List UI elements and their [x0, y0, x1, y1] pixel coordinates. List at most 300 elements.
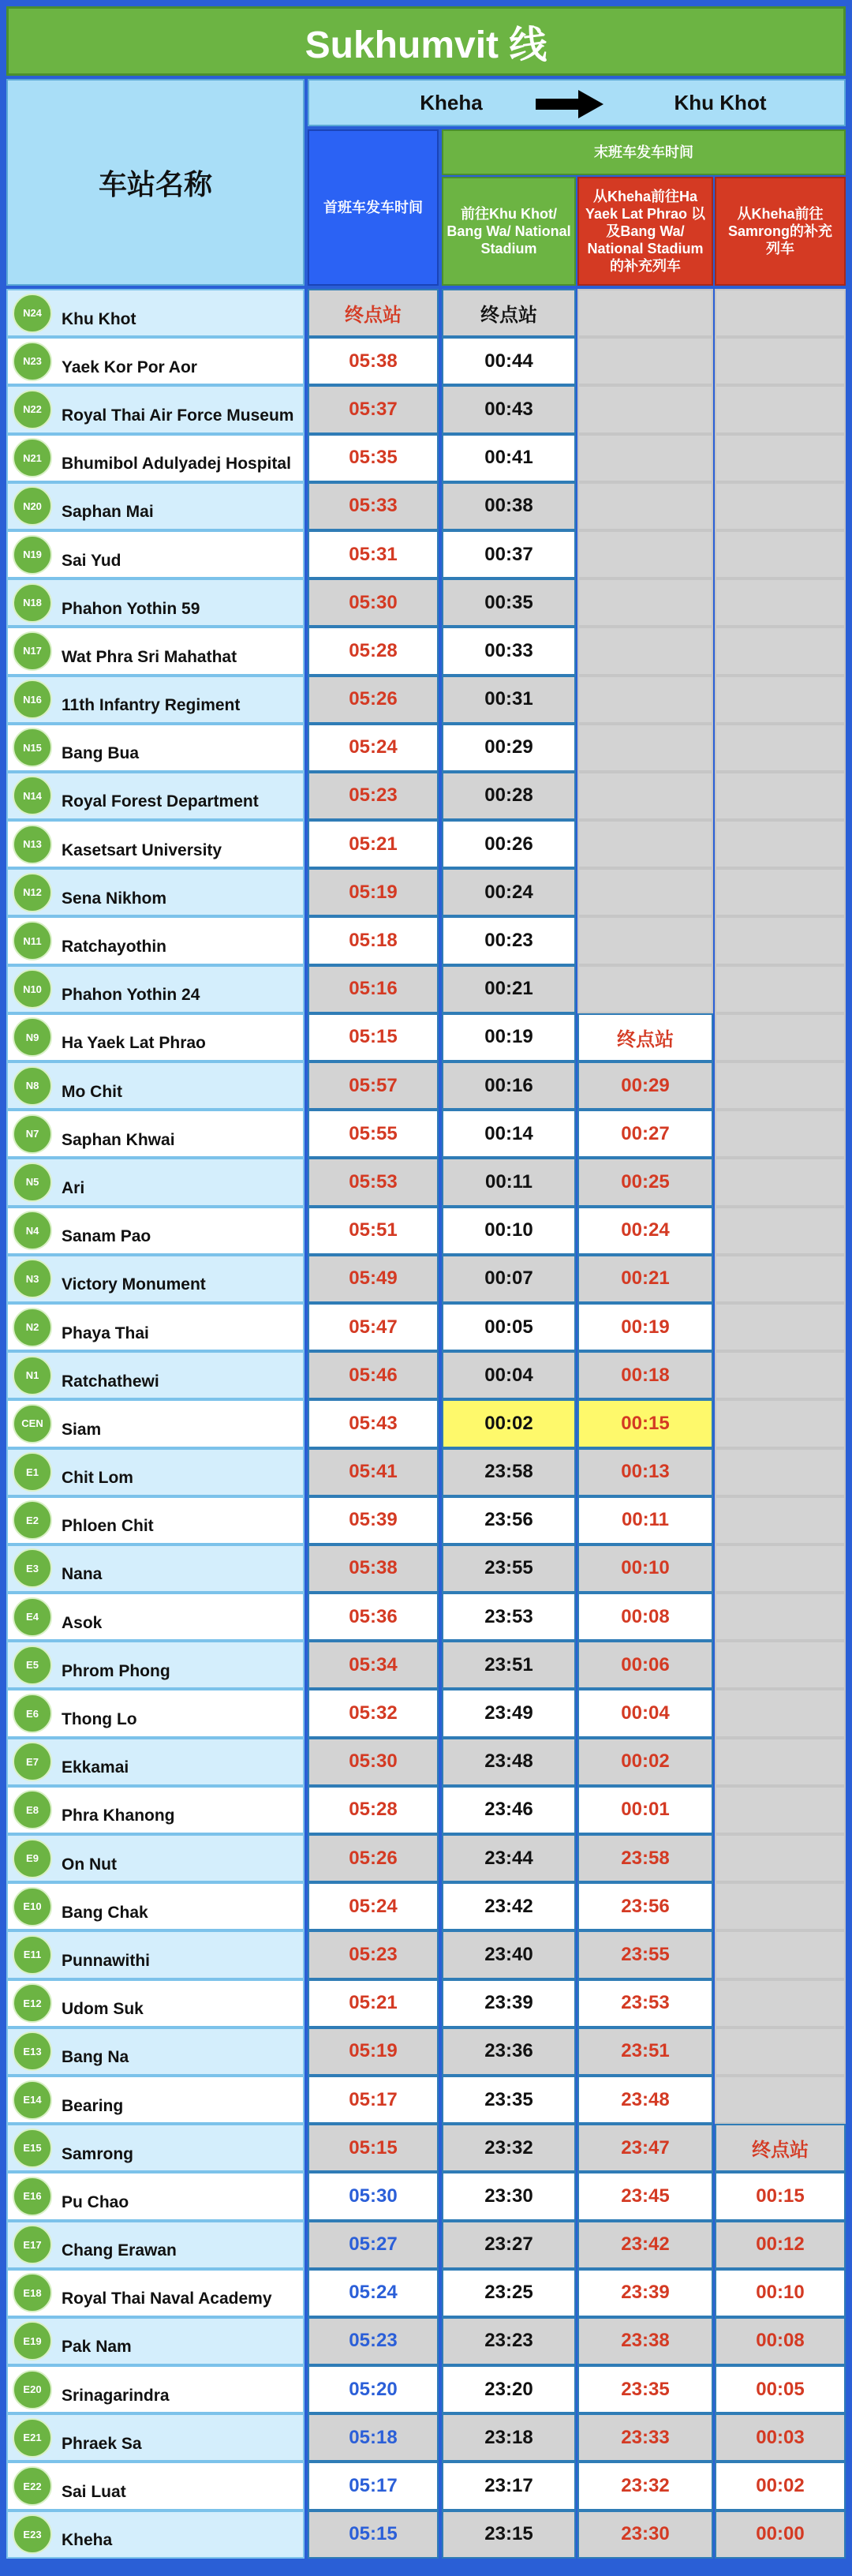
table-row: [6, 1544, 846, 1593]
station-code-badge: E13: [13, 2031, 52, 2071]
first-train-time: 05:24: [308, 1882, 439, 1930]
station-cell: [6, 724, 305, 772]
table-row: [6, 1013, 846, 1061]
station-name: Thong Lo: [62, 1710, 137, 1729]
first-train-time: 05:30: [308, 2172, 439, 2220]
last-train-time: 00:23: [442, 916, 576, 964]
station-name: Punnawithi: [62, 1951, 150, 1970]
station-code-badge: N17: [13, 631, 52, 671]
first-train-time: 05:23: [308, 2317, 439, 2365]
supplementary-train-time: 00:18: [577, 1351, 713, 1399]
station-cell: [6, 965, 305, 1013]
station-name: Chang Erawan: [62, 2241, 177, 2260]
samrong-supplementary-time: [715, 1979, 846, 2027]
station-cell: [6, 820, 305, 868]
table-row: [6, 2269, 846, 2317]
supplementary-train-time: 00:15: [577, 1399, 713, 1447]
last-train-time: 23:15: [442, 2510, 576, 2559]
station-name: Sanam Pao: [62, 1227, 151, 1246]
table-row: [6, 385, 846, 433]
first-train-time: 05:16: [308, 965, 439, 1013]
table-row: [6, 289, 846, 337]
station-code-badge: N20: [13, 486, 52, 526]
table-row: [6, 2462, 846, 2510]
last-train-time: 23:20: [442, 2365, 576, 2413]
first-train-time: 05:19: [308, 868, 439, 916]
station-code-badge: E18: [13, 2273, 52, 2312]
samrong-supplementary-time: [715, 820, 846, 868]
samrong-supplementary-time: [715, 530, 846, 578]
station-cell: [6, 2124, 305, 2172]
station-code-badge: N3: [13, 1259, 52, 1298]
station-name: Ha Yaek Lat Phrao: [62, 1034, 206, 1053]
station-name: Bearing: [62, 2096, 124, 2115]
station-name: Kheha: [62, 2531, 113, 2550]
samrong-supplementary-time: [715, 337, 846, 385]
station-name: On Nut: [62, 1855, 117, 1874]
station-name: Ekkamai: [62, 1758, 129, 1777]
last-train-time: 23:25: [442, 2269, 576, 2317]
last-train-to-khu-khot-header: 前往Khu Khot/ Bang Wa/ National Stadium: [442, 177, 576, 286]
last-train-time: 00:31: [442, 676, 576, 724]
station-code-badge: N5: [13, 1163, 52, 1202]
supplementary-train-time: 23:58: [577, 1834, 713, 1882]
station-cell: [6, 2076, 305, 2124]
station-name: Bang Na: [62, 2048, 129, 2067]
table-row: [6, 1110, 846, 1158]
last-train-time: 00:07: [442, 1255, 576, 1303]
supplementary-train-time: 23:56: [577, 1882, 713, 1930]
station-cell: [6, 1351, 305, 1399]
supplementary-train-time: 终点站: [577, 1013, 713, 1061]
last-train-time: 23:30: [442, 2172, 576, 2220]
table-row: [6, 2365, 846, 2413]
table-row: [6, 1641, 846, 1689]
station-cell: [6, 1738, 305, 1786]
supplementary-train-time: 00:11: [577, 1496, 713, 1544]
station-code-badge: E5: [13, 1646, 52, 1685]
station-name: Khu Khot: [62, 309, 136, 328]
last-train-time: 23:46: [442, 1786, 576, 1834]
supplementary-train-time: 00:06: [577, 1641, 713, 1689]
first-train-time: 终点站: [308, 289, 439, 337]
table-row: [6, 1979, 846, 2027]
station-name: Bhumibol Adulyadej Hospital: [62, 455, 291, 474]
station-name: Phraek Sa: [62, 2434, 142, 2453]
samrong-supplementary-time: 00:03: [715, 2413, 846, 2462]
supplementary-ha-yaek-header: 从Kheha前往Ha Yaek Lat Phrao 以及Bang Wa/ National Stadium 的补充列车: [577, 177, 713, 286]
first-train-time: 05:26: [308, 676, 439, 724]
station-name: Phahon Yothin 59: [62, 599, 200, 618]
supplementary-train-time: 23:39: [577, 2269, 713, 2317]
last-train-time: 23:53: [442, 1593, 576, 1641]
station-cell: [6, 1448, 305, 1496]
supplementary-train-time: [577, 965, 713, 1013]
station-code-badge: E23: [13, 2514, 52, 2554]
supplementary-train-time: 00:08: [577, 1593, 713, 1641]
station-code-badge: N14: [13, 776, 52, 815]
samrong-supplementary-time: 终点站: [715, 2124, 846, 2172]
station-code-badge: E16: [13, 2177, 52, 2216]
samrong-supplementary-time: [715, 627, 846, 675]
last-train-time: 00:28: [442, 772, 576, 820]
station-code-badge: N23: [13, 342, 52, 381]
station-cell: [6, 627, 305, 675]
station-code-badge: N1: [13, 1356, 52, 1395]
station-name: Sai Luat: [62, 2483, 126, 2502]
table-row: [6, 1061, 846, 1110]
station-name: Pak Nam: [62, 2338, 132, 2357]
samrong-supplementary-time: [715, 1834, 846, 1882]
first-train-time: 05:30: [308, 578, 439, 627]
first-train-time: 05:20: [308, 2365, 439, 2413]
station-code-badge: E2: [13, 1500, 52, 1540]
last-train-time: 23:48: [442, 1738, 576, 1786]
samrong-supplementary-time: [715, 1013, 846, 1061]
station-cell: [6, 1544, 305, 1593]
first-train-time: 05:18: [308, 916, 439, 964]
samrong-supplementary-time: [715, 1399, 846, 1447]
first-train-time: 05:30: [308, 1738, 439, 1786]
last-train-time: 00:44: [442, 337, 576, 385]
last-train-time: 00:35: [442, 578, 576, 627]
station-name: Ari: [62, 1178, 85, 1197]
first-train-time: 05:39: [308, 1496, 439, 1544]
station-cell: [6, 289, 305, 337]
station-code-badge: E9: [13, 1839, 52, 1878]
table-row: [6, 1303, 846, 1351]
samrong-supplementary-time: [715, 916, 846, 964]
first-train-time: 05:35: [308, 434, 439, 482]
first-train-time: 05:17: [308, 2462, 439, 2510]
table-row: [6, 1786, 846, 1834]
table-row: [6, 724, 846, 772]
station-code-badge: N13: [13, 825, 52, 864]
first-train-time: 05:23: [308, 1930, 439, 1979]
samrong-supplementary-time: [715, 434, 846, 482]
station-code-badge: E17: [13, 2225, 52, 2264]
last-train-time: 23:58: [442, 1448, 576, 1496]
samrong-supplementary-time: 00:12: [715, 2221, 846, 2269]
samrong-supplementary-time: [715, 1061, 846, 1110]
supplementary-train-time: 00:04: [577, 1689, 713, 1737]
timetable-body: [6, 289, 846, 2559]
station-code-badge: E14: [13, 2080, 52, 2120]
first-train-time: 05:36: [308, 1593, 439, 1641]
station-code-badge: N12: [13, 873, 52, 912]
supplementary-train-time: [577, 530, 713, 578]
station-name: Sena Nikhom: [62, 889, 167, 908]
station-cell: [6, 1303, 305, 1351]
table-row: [6, 434, 846, 482]
samrong-supplementary-time: [715, 289, 846, 337]
table-row: [6, 2076, 846, 2124]
last-train-time: 00:10: [442, 1207, 576, 1255]
last-train-time: 终点站: [442, 289, 576, 337]
station-code-badge: N21: [13, 438, 52, 477]
first-train-time: 05:57: [308, 1061, 439, 1110]
supplementary-train-time: 00:21: [577, 1255, 713, 1303]
first-train-time: 05:15: [308, 1013, 439, 1061]
supplementary-train-time: 00:25: [577, 1158, 713, 1206]
table-row: [6, 2124, 846, 2172]
first-train-time: 05:34: [308, 1641, 439, 1689]
last-train-time: 23:51: [442, 1641, 576, 1689]
first-train-time: 05:23: [308, 772, 439, 820]
samrong-supplementary-time: [715, 1496, 846, 1544]
supplementary-train-time: 23:30: [577, 2510, 713, 2559]
station-cell: [6, 2365, 305, 2413]
supplementary-train-time: [577, 772, 713, 820]
station-cell: [6, 385, 305, 433]
first-train-time: 05:32: [308, 1689, 439, 1737]
last-train-time: 00:14: [442, 1110, 576, 1158]
station-code-badge: N9: [13, 1017, 52, 1057]
station-cell: [6, 1834, 305, 1882]
station-code-badge: N4: [13, 1211, 52, 1250]
station-cell: [6, 1882, 305, 1930]
samrong-supplementary-time: 00:15: [715, 2172, 846, 2220]
first-train-time: 05:26: [308, 1834, 439, 1882]
first-train-time: 05:28: [308, 627, 439, 675]
station-code-badge: N7: [13, 1114, 52, 1154]
last-train-time: 23:18: [442, 2413, 576, 2462]
table-row: [6, 1399, 846, 1447]
station-name: Yaek Kor Por Aor: [62, 358, 197, 376]
station-name: Bang Chak: [62, 1903, 148, 1922]
samrong-supplementary-time: [715, 1593, 846, 1641]
station-cell: [6, 530, 305, 578]
station-code-badge: E6: [13, 1694, 52, 1733]
table-row: [6, 1207, 846, 1255]
last-train-time: 00:11: [442, 1158, 576, 1206]
station-code-badge: N24: [13, 294, 52, 333]
supplementary-train-time: [577, 289, 713, 337]
supplementary-train-time: 23:38: [577, 2317, 713, 2365]
last-train-time: 23:49: [442, 1689, 576, 1737]
last-train-time: 00:38: [442, 482, 576, 530]
station-cell: [6, 1979, 305, 2027]
last-train-time: 00:24: [442, 868, 576, 916]
samrong-supplementary-time: [715, 482, 846, 530]
station-name: Saphan Khwai: [62, 1130, 175, 1149]
station-name: Saphan Mai: [62, 503, 154, 522]
station-name: Royal Thai Naval Academy: [62, 2290, 272, 2308]
station-cell: [6, 1255, 305, 1303]
table-row: [6, 1930, 846, 1979]
station-code-badge: E20: [13, 2370, 52, 2409]
table-row: [6, 1496, 846, 1544]
last-train-time: 00:26: [442, 820, 576, 868]
first-train-time: 05:38: [308, 1544, 439, 1593]
last-train-time: 00:41: [442, 434, 576, 482]
samrong-supplementary-time: 00:05: [715, 2365, 846, 2413]
station-code-badge: E12: [13, 1983, 52, 2023]
first-train-time: 05:18: [308, 2413, 439, 2462]
table-row: [6, 1255, 846, 1303]
station-name: Kasetsart University: [62, 841, 222, 859]
samrong-supplementary-time: [715, 1641, 846, 1689]
supplementary-train-time: 00:24: [577, 1207, 713, 1255]
station-code-badge: N16: [13, 680, 52, 719]
samrong-supplementary-time: 00:08: [715, 2317, 846, 2365]
samrong-supplementary-time: [715, 1689, 846, 1737]
first-train-time: 05:24: [308, 2269, 439, 2317]
table-row: [6, 2317, 846, 2365]
last-train-time: 00:02: [442, 1399, 576, 1447]
station-name: Phra Khanong: [62, 1807, 175, 1825]
supplementary-train-time: 23:42: [577, 2221, 713, 2269]
station-name: Ratchayothin: [62, 938, 167, 957]
table-row: [6, 1158, 846, 1206]
supplementary-train-time: 00:10: [577, 1544, 713, 1593]
supplementary-train-time: [577, 724, 713, 772]
station-code-badge: N22: [13, 390, 52, 429]
last-train-time: 00:33: [442, 627, 576, 675]
first-train-time: 05:43: [308, 1399, 439, 1447]
table-row: [6, 1351, 846, 1399]
samrong-supplementary-time: [715, 1207, 846, 1255]
supplementary-train-time: [577, 385, 713, 433]
station-cell: [6, 1593, 305, 1641]
samrong-supplementary-time: [715, 1303, 846, 1351]
station-code-badge: N19: [13, 535, 52, 575]
supplementary-train-time: [577, 578, 713, 627]
supplementary-train-time: 23:48: [577, 2076, 713, 2124]
station-cell: [6, 1110, 305, 1158]
table-row: [6, 337, 846, 385]
first-train-time: 05:51: [308, 1207, 439, 1255]
station-cell: [6, 676, 305, 724]
samrong-supplementary-time: [715, 1882, 846, 1930]
first-train-time: 05:27: [308, 2221, 439, 2269]
first-train-time: 05:47: [308, 1303, 439, 1351]
last-train-time: 23:39: [442, 1979, 576, 2027]
samrong-supplementary-time: [715, 2027, 846, 2076]
table-row: [6, 2027, 846, 2076]
last-train-time: 23:32: [442, 2124, 576, 2172]
samrong-supplementary-time: [715, 965, 846, 1013]
samrong-supplementary-time: [715, 1351, 846, 1399]
samrong-supplementary-time: [715, 1930, 846, 1979]
first-train-time: 05:41: [308, 1448, 439, 1496]
table-row: [6, 1834, 846, 1882]
station-name: Royal Thai Air Force Museum: [62, 406, 294, 425]
supplementary-train-time: 23:35: [577, 2365, 713, 2413]
station-name: Srinagarindra: [62, 2386, 170, 2405]
supplementary-train-time: 23:47: [577, 2124, 713, 2172]
station-cell: [6, 916, 305, 964]
station-code-badge: N2: [13, 1308, 52, 1347]
table-row: [6, 1882, 846, 1930]
samrong-supplementary-time: [715, 1255, 846, 1303]
page-title: Sukhumvit 线: [6, 6, 846, 76]
station-code-badge: CEN: [13, 1404, 52, 1443]
supplementary-train-time: [577, 482, 713, 530]
station-cell: [6, 1207, 305, 1255]
supplementary-train-time: 23:51: [577, 2027, 713, 2076]
table-row: [6, 578, 846, 627]
station-code-badge: E3: [13, 1548, 52, 1588]
first-train-time: 05:21: [308, 1979, 439, 2027]
table-row: [6, 965, 846, 1013]
samrong-supplementary-time: [715, 1786, 846, 1834]
station-code-badge: E7: [13, 1742, 52, 1781]
station-code-badge: N8: [13, 1066, 52, 1106]
table-row: [6, 2510, 846, 2559]
last-train-time: 23:40: [442, 1930, 576, 1979]
samrong-supplementary-time: [715, 676, 846, 724]
supplementary-train-time: 00:19: [577, 1303, 713, 1351]
station-name: Phahon Yothin 24: [62, 986, 200, 1005]
last-train-time: 23:42: [442, 1882, 576, 1930]
station-name: Ratchathewi: [62, 1372, 159, 1391]
table-row: [6, 1738, 846, 1786]
last-train-time: 00:37: [442, 530, 576, 578]
last-train-time: 00:16: [442, 1061, 576, 1110]
station-cell: [6, 1930, 305, 1979]
station-cell: [6, 2317, 305, 2365]
supplementary-train-time: 23:45: [577, 2172, 713, 2220]
station-cell: [6, 337, 305, 385]
supplementary-train-time: [577, 434, 713, 482]
last-train-time: 23:56: [442, 1496, 576, 1544]
last-train-time: 00:29: [442, 724, 576, 772]
station-cell: [6, 578, 305, 627]
station-code-badge: N11: [13, 921, 52, 960]
station-cell: [6, 1496, 305, 1544]
first-train-time: 05:49: [308, 1255, 439, 1303]
supplementary-train-time: [577, 676, 713, 724]
station-name: Phloen Chit: [62, 1517, 154, 1536]
samrong-supplementary-time: [715, 1544, 846, 1593]
table-row: [6, 1593, 846, 1641]
station-code-badge: E10: [13, 1887, 52, 1926]
samrong-supplementary-time: [715, 385, 846, 433]
station-code-badge: E21: [13, 2418, 52, 2458]
station-cell: [6, 1641, 305, 1689]
last-train-time: 23:44: [442, 1834, 576, 1882]
station-cell: [6, 2221, 305, 2269]
station-name: Samrong: [62, 2144, 134, 2163]
table-row: [6, 1689, 846, 1737]
station-code-badge: E4: [13, 1597, 52, 1637]
samrong-supplementary-time: [715, 772, 846, 820]
samrong-supplementary-time: [715, 868, 846, 916]
samrong-supplementary-time: [715, 724, 846, 772]
samrong-supplementary-time: [715, 1110, 846, 1158]
first-train-time: 05:33: [308, 482, 439, 530]
station-cell: [6, 772, 305, 820]
table-row: [6, 1448, 846, 1496]
station-cell: [6, 2027, 305, 2076]
station-name: Royal Forest Department: [62, 792, 259, 811]
first-train-time: 05:24: [308, 724, 439, 772]
table-row: [6, 627, 846, 675]
last-train-header: 末班车发车时间: [442, 129, 846, 175]
station-name: Victory Monument: [62, 1275, 206, 1294]
supplementary-train-time: 00:02: [577, 1738, 713, 1786]
supplementary-train-time: 23:53: [577, 1979, 713, 2027]
supplementary-samrong-header: 从Kheha前往 Samrong的补充 列车: [715, 177, 846, 286]
station-cell: [6, 1786, 305, 1834]
samrong-supplementary-time: [715, 1448, 846, 1496]
station-name: 11th Infantry Regiment: [62, 696, 241, 715]
station-name: Phrom Phong: [62, 1661, 170, 1680]
samrong-supplementary-time: 00:00: [715, 2510, 846, 2559]
supplementary-train-time: 00:13: [577, 1448, 713, 1496]
last-train-time: 00:05: [442, 1303, 576, 1351]
